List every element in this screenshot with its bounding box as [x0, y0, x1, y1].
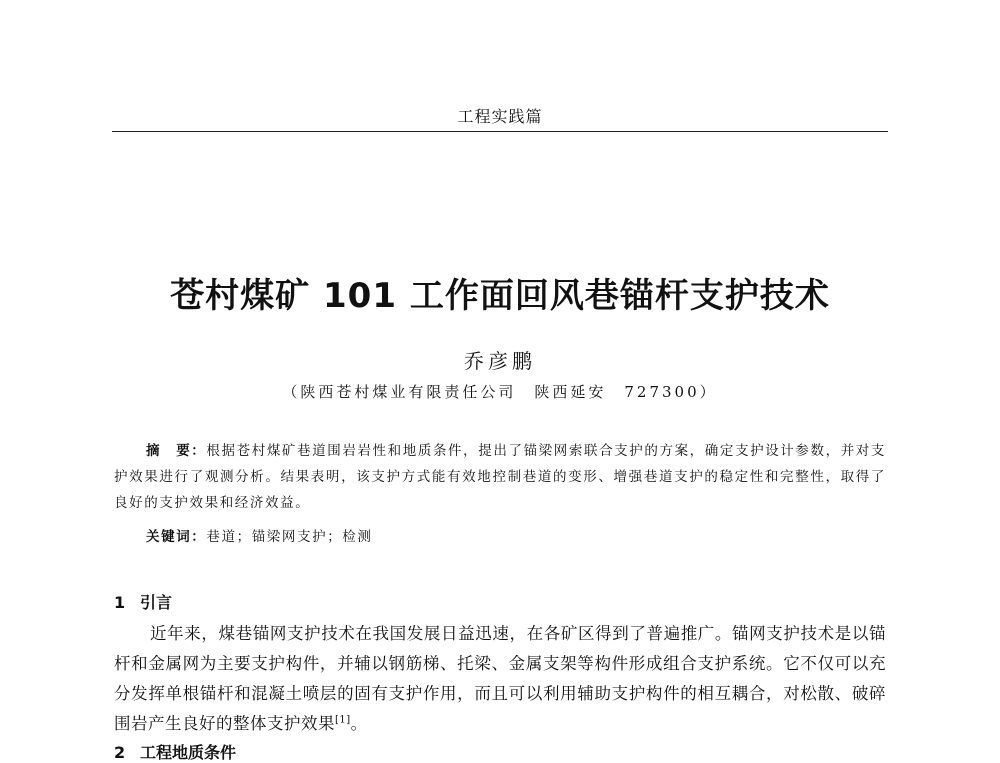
keywords-label: 关键词：	[146, 529, 207, 545]
section-number: 2	[114, 743, 126, 762]
section-heading-introduction	[114, 590, 172, 613]
paragraph-text: 近年来，煤巷锚网支护技术在我国发展日益迅速，在各矿区得到了普遍推广。锚网支护技术是以锚杆和金属网为主要支护构件，并辅以钢筋梯、托梁、金属支架等构件形成组合支护系统。它不仅可以充分发挥单根锚杆和混凝土喷层的固有支护作用，而且可以利用辅助支护构件的相互耦合，对松散、破碎围岩产生良好的整体支护效果	[114, 624, 886, 733]
section-title: 引言	[140, 593, 173, 612]
keywords-text: 巷道；锚梁网支护；检测	[206, 529, 373, 545]
abstract	[114, 438, 886, 516]
section-number: 1	[114, 593, 126, 612]
citation-reference: [1]	[335, 714, 351, 726]
author-affiliation: （陕西苍村煤业有限责任公司 陕西延安 727300）	[282, 383, 718, 401]
paper-title: 苍村煤矿 101 工作面回风巷锚杆支护技术	[170, 276, 830, 316]
keywords	[146, 525, 373, 545]
introduction-paragraph	[114, 619, 886, 739]
paragraph-end: 。	[350, 714, 368, 733]
section-title: 工程地质条件	[140, 743, 237, 762]
header-rule	[112, 131, 888, 132]
abstract-label: 摘 要：	[146, 443, 207, 459]
running-header: 工程实践篇	[457, 107, 543, 126]
author-name: 乔彦鹏	[464, 349, 536, 373]
abstract-text: 根据苍村煤矿巷道围岩岩性和地质条件，提出了锚梁网索联合支护的方案，确定支护设计参数，并对支护效果进行了观测分析。结果表明，该支护方式能有效地控制巷道的变形、增强巷道支护的稳定性和完整性，取得了良好的支护效果和经济效益。	[114, 443, 887, 511]
